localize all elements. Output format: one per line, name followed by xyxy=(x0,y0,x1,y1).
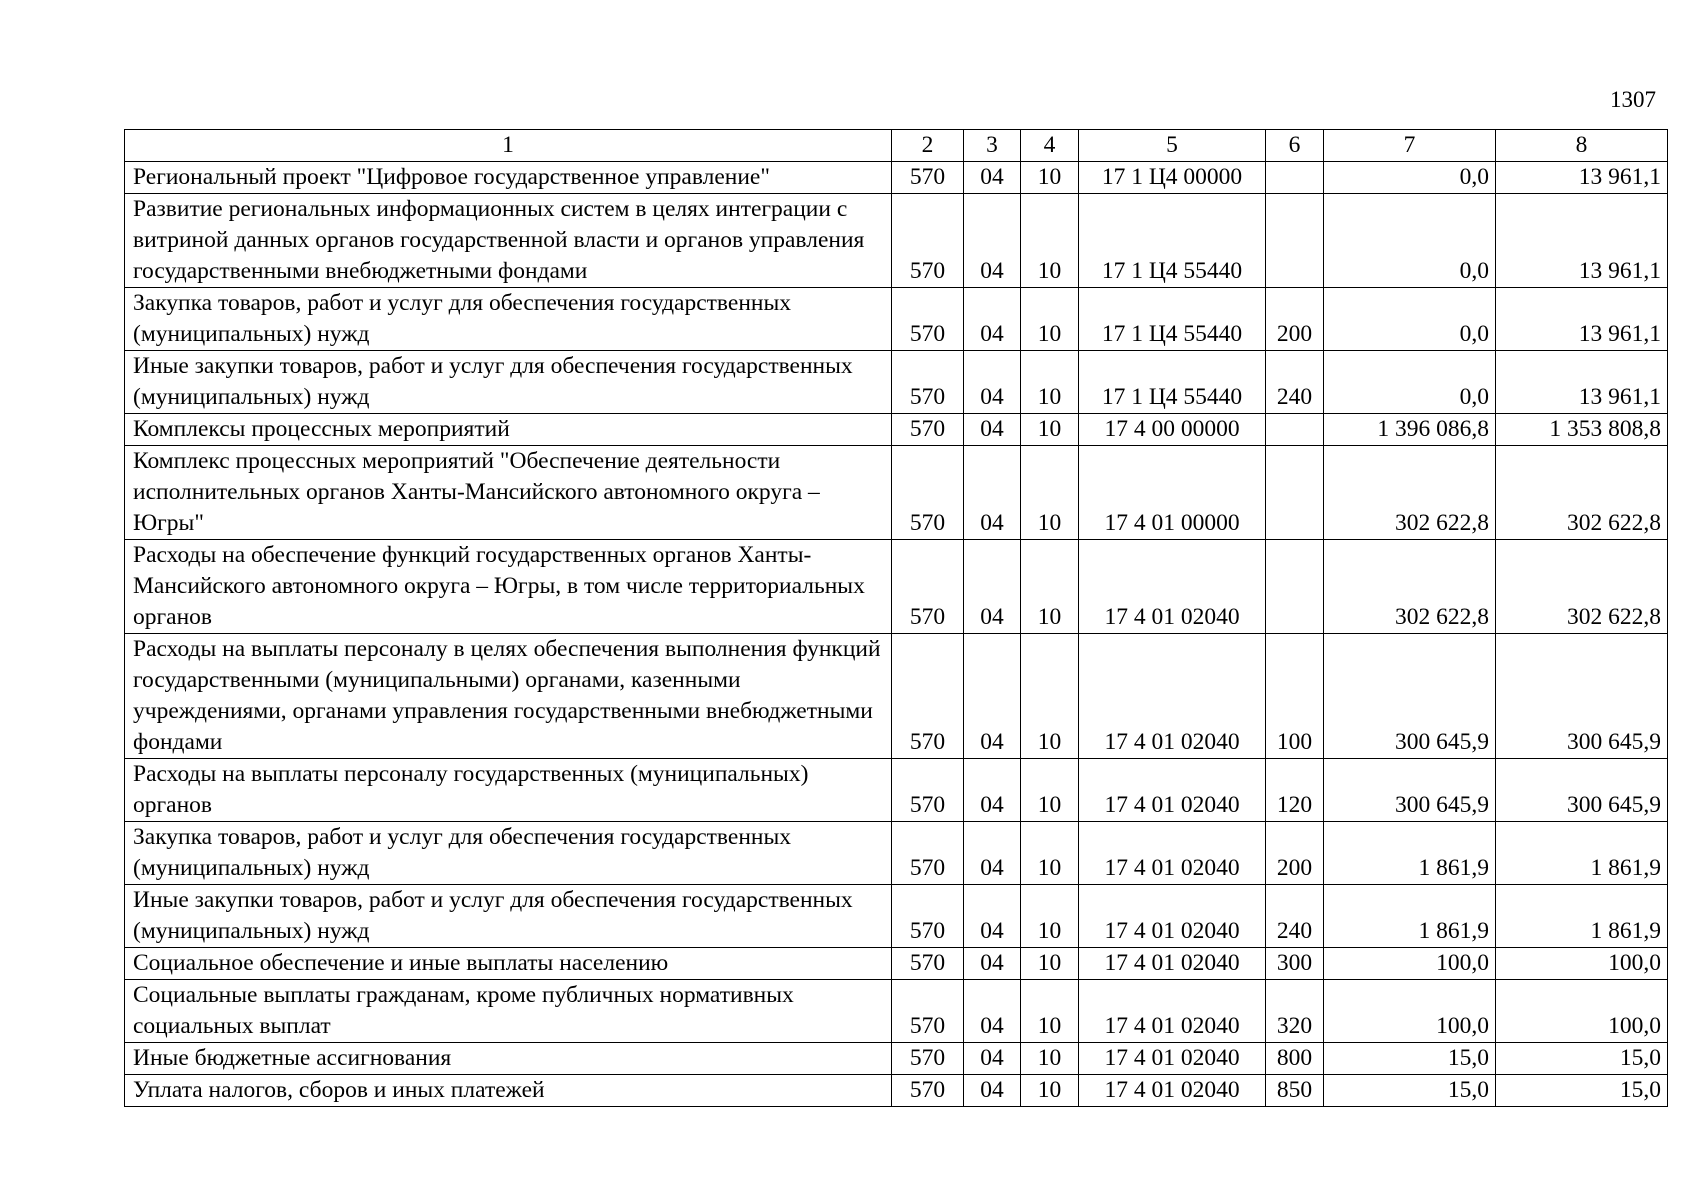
subsection-code: 10 xyxy=(1021,194,1079,288)
amount-col-7: 300 645,9 xyxy=(1324,634,1496,759)
table-row xyxy=(125,414,1668,446)
section-code: 04 xyxy=(964,414,1021,446)
column-header: 8 xyxy=(1496,130,1668,162)
amount-col-8: 302 622,8 xyxy=(1496,540,1668,634)
section-code: 04 xyxy=(964,1043,1021,1075)
target-article-code: 17 4 00 00000 xyxy=(1079,414,1266,446)
expense-type-code xyxy=(1266,446,1324,540)
target-article-code: 17 4 01 02040 xyxy=(1079,634,1266,759)
amount-col-7: 302 622,8 xyxy=(1324,446,1496,540)
section-code: 04 xyxy=(964,634,1021,759)
amount-col-7: 0,0 xyxy=(1324,162,1496,194)
amount-col-7: 0,0 xyxy=(1324,288,1496,351)
section-code: 04 xyxy=(964,288,1021,351)
amount-col-7: 300 645,9 xyxy=(1324,759,1496,822)
table-row xyxy=(125,351,1668,414)
amount-col-7: 302 622,8 xyxy=(1324,540,1496,634)
expense-type-code: 240 xyxy=(1266,351,1324,414)
item-name: Развитие региональных информационных систем в целях интеграции с витриной данных органов государственной власти и органов управления государственными внебюджетными фондами xyxy=(125,194,892,288)
amount-col-8: 1 353 808,8 xyxy=(1496,414,1668,446)
ministry-code: 570 xyxy=(892,446,964,540)
table-row xyxy=(125,288,1668,351)
item-name: Иные закупки товаров, работ и услуг для обеспечения государственных (муниципальных) нужд xyxy=(125,885,892,948)
target-article-code: 17 1 Ц4 00000 xyxy=(1079,162,1266,194)
target-article-code: 17 4 01 02040 xyxy=(1079,885,1266,948)
ministry-code: 570 xyxy=(892,162,964,194)
table-row xyxy=(125,885,1668,948)
amount-col-7: 0,0 xyxy=(1324,194,1496,288)
column-number-header-row xyxy=(125,130,1668,162)
table-row xyxy=(125,634,1668,759)
subsection-code: 10 xyxy=(1021,822,1079,885)
amount-col-7: 1 396 086,8 xyxy=(1324,414,1496,446)
ministry-code: 570 xyxy=(892,194,964,288)
expense-type-code: 800 xyxy=(1266,1043,1324,1075)
item-name: Уплата налогов, сборов и иных платежей xyxy=(125,1075,892,1107)
item-name: Расходы на выплаты персоналу государственных (муниципальных) органов xyxy=(125,759,892,822)
column-header: 6 xyxy=(1266,130,1324,162)
table-row xyxy=(125,1043,1668,1075)
amount-col-8: 1 861,9 xyxy=(1496,822,1668,885)
section-code: 04 xyxy=(964,1075,1021,1107)
amount-col-7: 0,0 xyxy=(1324,351,1496,414)
amount-col-8: 100,0 xyxy=(1496,980,1668,1043)
target-article-code: 17 4 01 02040 xyxy=(1079,1043,1266,1075)
amount-col-7: 100,0 xyxy=(1324,980,1496,1043)
subsection-code: 10 xyxy=(1021,759,1079,822)
target-article-code: 17 4 01 02040 xyxy=(1079,540,1266,634)
ministry-code: 570 xyxy=(892,540,964,634)
ministry-code: 570 xyxy=(892,351,964,414)
column-header: 3 xyxy=(964,130,1021,162)
item-name: Социальное обеспечение и иные выплаты населению xyxy=(125,948,892,980)
target-article-code: 17 1 Ц4 55440 xyxy=(1079,351,1266,414)
column-header: 4 xyxy=(1021,130,1079,162)
section-code: 04 xyxy=(964,540,1021,634)
ministry-code: 570 xyxy=(892,759,964,822)
expense-type-code xyxy=(1266,162,1324,194)
amount-col-7: 100,0 xyxy=(1324,948,1496,980)
item-name: Комплексы процессных мероприятий xyxy=(125,414,892,446)
target-article-code: 17 4 01 02040 xyxy=(1079,759,1266,822)
expense-type-code: 200 xyxy=(1266,822,1324,885)
target-article-code: 17 1 Ц4 55440 xyxy=(1079,194,1266,288)
amount-col-7: 15,0 xyxy=(1324,1043,1496,1075)
ministry-code: 570 xyxy=(892,1075,964,1107)
item-name: Закупка товаров, работ и услуг для обеспечения государственных (муниципальных) нужд xyxy=(125,822,892,885)
table-row xyxy=(125,759,1668,822)
ministry-code: 570 xyxy=(892,822,964,885)
subsection-code: 10 xyxy=(1021,948,1079,980)
section-code: 04 xyxy=(964,822,1021,885)
item-name: Расходы на выплаты персоналу в целях обеспечения выполнения функций государственными (муниципальными) органами, казенными учреждениями, органами управления государственными внебюджетными фондами xyxy=(125,634,892,759)
expense-type-code: 300 xyxy=(1266,948,1324,980)
subsection-code: 10 xyxy=(1021,1043,1079,1075)
subsection-code: 10 xyxy=(1021,634,1079,759)
target-article-code: 17 4 01 02040 xyxy=(1079,1075,1266,1107)
subsection-code: 10 xyxy=(1021,446,1079,540)
amount-col-7: 1 861,9 xyxy=(1324,822,1496,885)
section-code: 04 xyxy=(964,980,1021,1043)
subsection-code: 10 xyxy=(1021,162,1079,194)
ministry-code: 570 xyxy=(892,885,964,948)
item-name: Расходы на обеспечение функций государственных органов Ханты-Мансийского автономного округа – Югры, в том числе территориальных органов xyxy=(125,540,892,634)
table-row xyxy=(125,1075,1668,1107)
table-row xyxy=(125,446,1668,540)
item-name: Социальные выплаты гражданам, кроме публичных нормативных социальных выплат xyxy=(125,980,892,1043)
target-article-code: 17 4 01 00000 xyxy=(1079,446,1266,540)
amount-col-8: 302 622,8 xyxy=(1496,446,1668,540)
amount-col-8: 100,0 xyxy=(1496,948,1668,980)
ministry-code: 570 xyxy=(892,414,964,446)
table-body xyxy=(125,130,1668,1107)
subsection-code: 10 xyxy=(1021,540,1079,634)
table-row xyxy=(125,980,1668,1043)
item-name: Иные бюджетные ассигнования xyxy=(125,1043,892,1075)
page-number: 1307 xyxy=(1610,87,1656,112)
subsection-code: 10 xyxy=(1021,885,1079,948)
table-row xyxy=(125,162,1668,194)
target-article-code: 17 4 01 02040 xyxy=(1079,948,1266,980)
section-code: 04 xyxy=(964,194,1021,288)
amount-col-8: 300 645,9 xyxy=(1496,634,1668,759)
expense-type-code: 320 xyxy=(1266,980,1324,1043)
amount-col-8: 15,0 xyxy=(1496,1075,1668,1107)
expense-type-code: 120 xyxy=(1266,759,1324,822)
amount-col-8: 13 961,1 xyxy=(1496,288,1668,351)
section-code: 04 xyxy=(964,446,1021,540)
ministry-code: 570 xyxy=(892,980,964,1043)
section-code: 04 xyxy=(964,351,1021,414)
section-code: 04 xyxy=(964,759,1021,822)
expense-type-code xyxy=(1266,540,1324,634)
expense-type-code xyxy=(1266,194,1324,288)
section-code: 04 xyxy=(964,162,1021,194)
ministry-code: 570 xyxy=(892,948,964,980)
expense-type-code xyxy=(1266,414,1324,446)
amount-col-8: 13 961,1 xyxy=(1496,162,1668,194)
column-header: 7 xyxy=(1324,130,1496,162)
column-header: 1 xyxy=(125,130,892,162)
item-name: Иные закупки товаров, работ и услуг для обеспечения государственных (муниципальных) нужд xyxy=(125,351,892,414)
item-name: Комплекс процессных мероприятий "Обеспечение деятельности исполнительных органов Ханты-Мансийского автономного округа – Югры" xyxy=(125,446,892,540)
item-name: Региональный проект "Цифровое государственное управление" xyxy=(125,162,892,194)
amount-col-7: 15,0 xyxy=(1324,1075,1496,1107)
table-row xyxy=(125,822,1668,885)
expense-type-code: 100 xyxy=(1266,634,1324,759)
expense-type-code: 240 xyxy=(1266,885,1324,948)
item-name: Закупка товаров, работ и услуг для обеспечения государственных (муниципальных) нужд xyxy=(125,288,892,351)
target-article-code: 17 1 Ц4 55440 xyxy=(1079,288,1266,351)
subsection-code: 10 xyxy=(1021,288,1079,351)
column-header: 2 xyxy=(892,130,964,162)
amount-col-8: 13 961,1 xyxy=(1496,351,1668,414)
table-row xyxy=(125,540,1668,634)
amount-col-8: 300 645,9 xyxy=(1496,759,1668,822)
amount-col-7: 1 861,9 xyxy=(1324,885,1496,948)
budget-table xyxy=(124,129,1668,1107)
subsection-code: 10 xyxy=(1021,980,1079,1043)
target-article-code: 17 4 01 02040 xyxy=(1079,822,1266,885)
amount-col-8: 1 861,9 xyxy=(1496,885,1668,948)
subsection-code: 10 xyxy=(1021,1075,1079,1107)
table-row xyxy=(125,948,1668,980)
expense-type-code: 850 xyxy=(1266,1075,1324,1107)
amount-col-8: 15,0 xyxy=(1496,1043,1668,1075)
ministry-code: 570 xyxy=(892,634,964,759)
table-row xyxy=(125,194,1668,288)
ministry-code: 570 xyxy=(892,288,964,351)
subsection-code: 10 xyxy=(1021,351,1079,414)
amount-col-8: 13 961,1 xyxy=(1496,194,1668,288)
section-code: 04 xyxy=(964,885,1021,948)
section-code: 04 xyxy=(964,948,1021,980)
target-article-code: 17 4 01 02040 xyxy=(1079,980,1266,1043)
column-header: 5 xyxy=(1079,130,1266,162)
expense-type-code: 200 xyxy=(1266,288,1324,351)
subsection-code: 10 xyxy=(1021,414,1079,446)
ministry-code: 570 xyxy=(892,1043,964,1075)
